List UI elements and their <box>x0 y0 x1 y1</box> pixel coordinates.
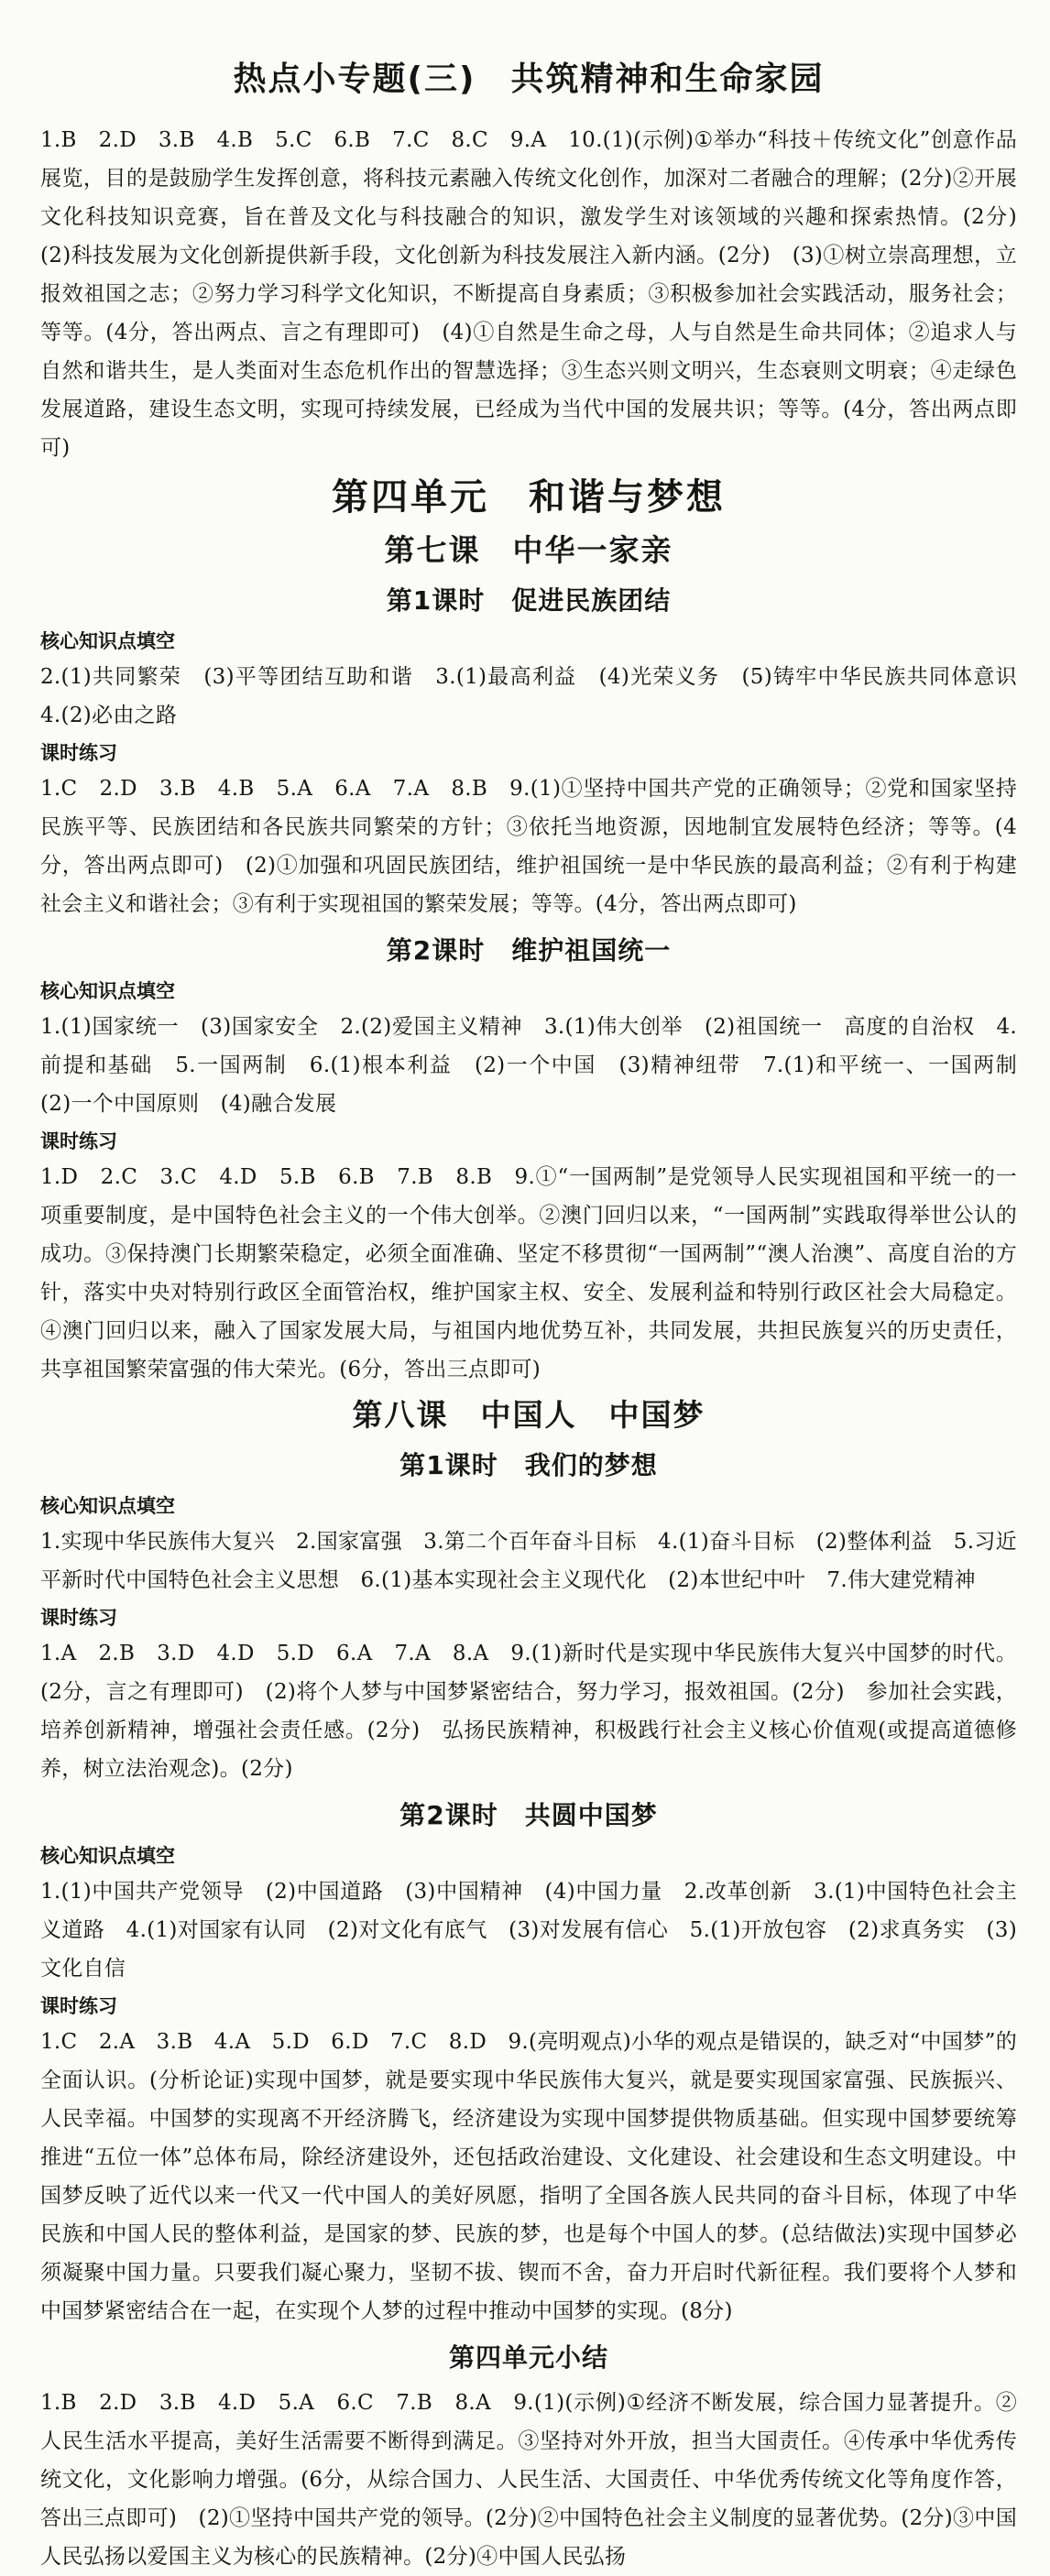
lesson7-period1-practice: 1.C 2.D 3.B 4.B 5.A 6.A 7.A 8.B 9.(1)①坚持中国共产党的正确领导；②党和国家坚持民族平等、民族团结和各民族共同繁荣的方针；③依托当地资源，因地制宜发展特色经济；等等。(4分，答出两点即可) (2)①加强和巩固民族团结，维护祖国统一是中华民族的最高利益；②有利于构建社会主义和谐社会；③有利于实现祖国的繁荣发展；等等。(4分，答出两点即可) <box>40 777 1017 916</box>
section-label: 课时练习 <box>40 1995 117 2017</box>
section-label: 课时练习 <box>40 1130 117 1152</box>
lesson8-period1-fill: 1.实现中华民族伟大复兴 2.国家富强 3.第二个百年奋斗目标 4.(1)奋斗目标 (2)整体利益 5.习近平新时代中国特色社会主义思想 6.(1)基本实现社会主义现代化 (2)本世纪中叶 7.伟大建党精神 <box>40 1530 1017 1592</box>
lesson8-period2-practice: 1.C 2.A 3.B 4.A 5.D 6.D 7.C 8.D 9.(亮明观点)小华的观点是错误的，缺乏对“中国梦”的全面认识。(分析论证)实现中国梦，就是要实现中华民族伟大复兴，就是要实现国家富强、民族振兴、人民幸福。中国梦的实现离不开经济腾飞，经济建设为实现中国梦提供物质基础。但实现中国梦要统筹推进“五位一体”总体布局，除经济建设外，还包括政治建设、文化建设、社会建设和生态文明建设。中国梦反映了近代以来一代又一代中国人的美好夙愿，指明了全国各族人民共同的奋斗目标，体现了中华民族和中国人民的整体利益，是国家的梦、民族的梦，也是每个中国人的梦。(总结做法)实现中国梦必须凝聚中国力量。只要我们凝心聚力，坚韧不拔、锲而不舍，奋力开启时代新征程。我们要将个人梦和中国梦紧密结合在一起，在实现个人梦的过程中推动中国梦的实现。(8分) <box>40 2030 1017 2323</box>
lesson7-period2-practice: 1.D 2.C 3.C 4.D 5.B 6.B 7.B 8.B 9.①“一国两制”是党领导人民实现祖国和平统一的一项重要制度，是中国特色社会主义的一个伟大创举。②澳门回归以来，“一国两制”实践取得举世公认的成功。③保持澳门长期繁荣稳定，必须全面准确、坚定不移贯彻“一国两制”“澳人治澳”、高度自治的方针，落实中央对特别行政区全面管治权，维护国家主权、安全、发展利益和特别行政区社会大局稳定。④澳门回归以来，融入了国家发展大局，与祖国内地优势互补，共同发展，共担民族复兴的历史责任，共享祖国繁荣富强的伟大荣光。(6分，答出三点即可) <box>40 1165 1017 1381</box>
lesson8-period1-title: 第1课时 我们的梦想 <box>399 1450 658 1480</box>
lesson8-period2-title: 第2课时 共圆中国梦 <box>399 1800 658 1830</box>
section-label: 核心知识点填空 <box>40 630 175 652</box>
lesson7-period2-title: 第2课时 维护祖国统一 <box>386 935 672 966</box>
topic-title: 热点小专题(三) 共筑精神和生命家园 <box>233 60 825 98</box>
section-label: 核心知识点填空 <box>40 1495 175 1517</box>
section-label: 核心知识点填空 <box>40 1845 175 1867</box>
lesson7-period1-title: 第1课时 促进民族团结 <box>386 585 672 616</box>
unit-summary-answers: 1.B 2.D 3.B 4.D 5.A 6.C 7.B 8.A 9.(1)(示例)①经济不断发展，综合国力显著提升。②人民生活水平提高，美好生活需要不断得到满足。③坚持对外开放，担当大国责任。④传承中华优秀传统文化，文化影响力增强。(6分，从综合国力、人民生活、大国责任、中华优秀传统文化等角度作答，答出三点即可) (2)①坚持中国共产党的领导。(2分)②中国特色社会主义制度的显著优势。(2分)③中国人民弘扬以爱国主义为核心的民族精神。(2分)④中国人民弘扬 <box>40 2391 1017 2569</box>
lesson7-period1-fill: 2.(1)共同繁荣 (3)平等团结互助和谐 3.(1)最高利益 (4)光荣义务 (5)铸牢中华民族共同体意识 4.(2)必由之路 <box>40 665 1039 727</box>
unit-title: 第四单元 和谐与梦想 <box>332 476 726 518</box>
section-label: 课时练习 <box>40 742 117 764</box>
lesson7-period2-fill: 1.(1)国家统一 (3)国家安全 2.(2)爱国主义精神 3.(1)伟大创举 (2)祖国统一 高度的自治权 4.前提和基础 5.一国两制 6.(1)根本利益 (2)一个中国 (3)精神纽带 7.(1)和平统一、一国两制 (2)一个中国原则 (4)融合发展 <box>40 1015 1039 1116</box>
section-label: 核心知识点填空 <box>40 980 175 1002</box>
lesson8-period2-fill: 1.(1)中国共产党领导 (2)中国道路 (3)中国精神 (4)中国力量 2.改革创新 3.(1)中国特色社会主义道路 4.(1)对国家有认同 (2)对文化有底气 (3)对发展有信心 5.(1)开放包容 (2)求真务实 (3)文化自信 <box>40 1880 1017 1981</box>
lesson8-title: 第八课 中国人 中国梦 <box>352 1397 705 1433</box>
section-label: 课时练习 <box>40 1607 117 1629</box>
topic-answers: 1.B 2.D 3.B 4.B 5.C 6.B 7.C 8.C 9.A 10.(1)(示例)①举办“科技＋传统文化”创意作品展览，目的是鼓励学生发挥创意，将科技元素融入传统文化创作，加深对二者融合的理解；(2分)②开展文化科技知识竞赛，旨在普及文化与科技融合的知识，激发学生对该领域的兴趣和探索热情。(2分) (2)科技发展为文化创新提供新手段，文化创新为科技发展注入新内涵。(2分) (3)①树立崇高理想，立报效祖国之志；②努力学习科学文化知识，不断提高自身素质；③积极参加社会实践活动，服务社会；等等。(4分，答出两点、言之有理即可) (4)①自然是生命之母，人与自然是生命共同体；②追求人与自然和谐共生，是人类面对生态危机作出的智慧选择；③生态兴则文明兴，生态衰则文明衰；④走绿色发展道路，建设生态文明，实现可持续发展，已经成为当代中国的发展共识；等等。(4分，答出两点即可) <box>40 128 1039 460</box>
lesson7-title: 第七课 中华一家亲 <box>384 532 673 568</box>
lesson8-period1-practice: 1.A 2.B 3.D 4.D 5.D 6.A 7.A 8.A 9.(1)新时代是实现中华民族伟大复兴中国梦的时代。(2分，言之有理即可) (2)将个人梦与中国梦紧密结合，努力学习，报效祖国。(2分) 参加社会实践，培养创新精神，增强社会责任感。(2分) 弘扬民族精神，积极践行社会主义核心价值观(或提高道德修养，树立法治观念)。(2分) <box>40 1642 1017 1781</box>
unit-summary-title: 第四单元小结 <box>448 2342 608 2373</box>
